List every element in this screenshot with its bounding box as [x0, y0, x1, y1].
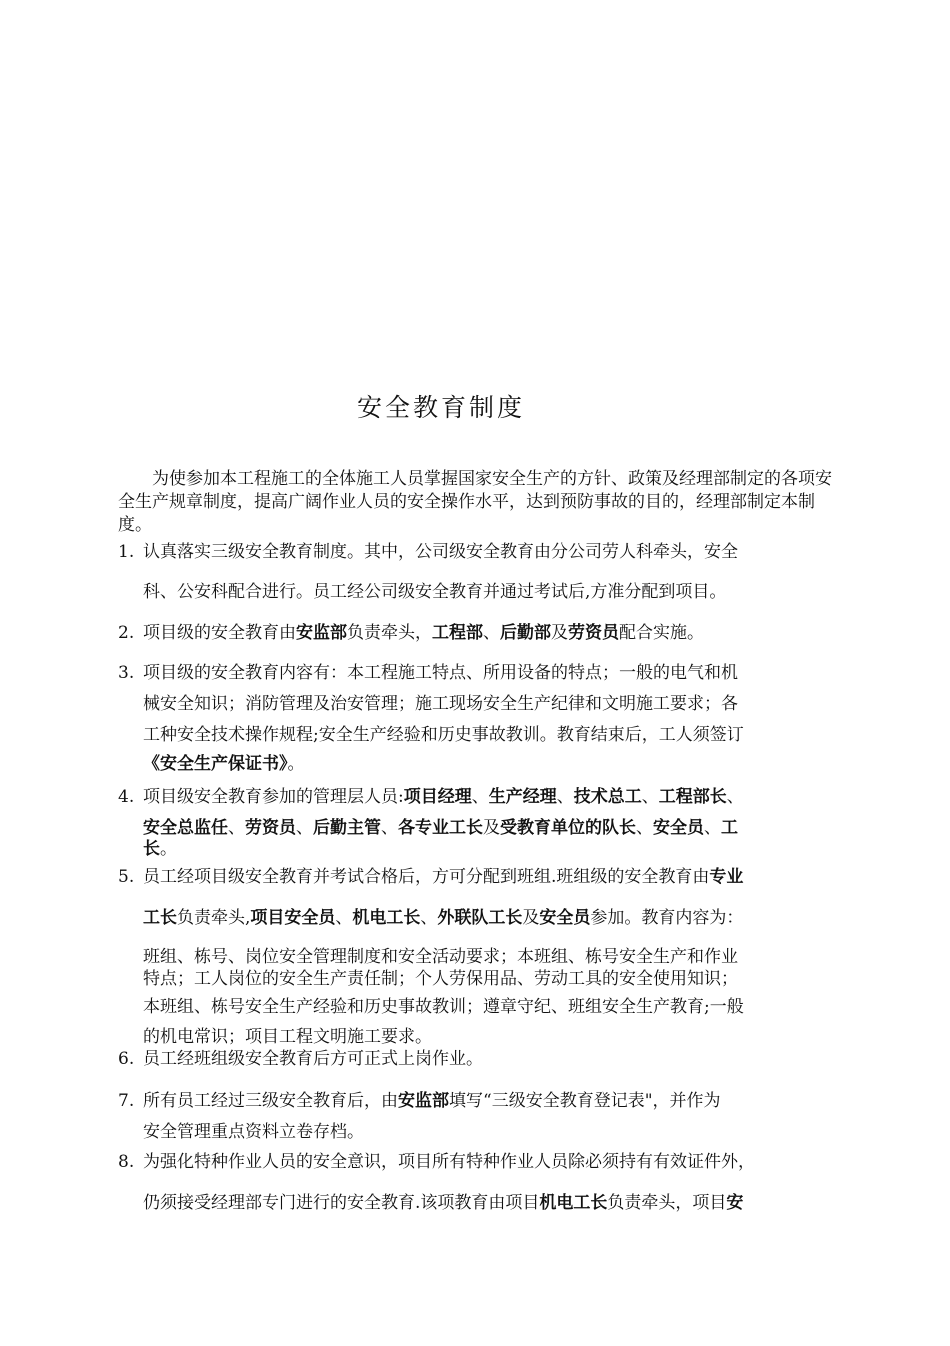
list-item-line: [143, 724, 744, 747]
text-run: 、: [228, 818, 245, 838]
text-run: 、: [636, 818, 653, 838]
bold-text-run: 安监部: [296, 623, 347, 643]
text-run: 、: [704, 818, 721, 838]
list-item-line: [143, 693, 738, 716]
text-run: 参加。教育内容为：: [590, 908, 744, 928]
text-run: 的机电常识；项目工程文明施工要求。: [143, 1027, 432, 1047]
bold-text-run: 安全总监任: [143, 818, 228, 838]
text-run: 、: [335, 908, 353, 928]
bold-text-run: 后勤部: [500, 623, 551, 643]
bold-text-run: 工程部: [432, 623, 483, 643]
text-run: 及: [551, 623, 568, 643]
list-item-number: 1.: [118, 542, 135, 562]
bold-text-run: 后勤主管: [313, 818, 381, 838]
bold-text-run: 受教育单位的队长: [500, 818, 636, 838]
text-run: 。: [160, 839, 177, 859]
bold-text-run: 《安全生产保证书》: [143, 754, 288, 774]
list-item-line: [143, 1090, 721, 1113]
text-run: 、: [641, 787, 659, 807]
bold-text-run: 安监部: [398, 1091, 449, 1111]
bold-text-run: 外联队工长: [437, 908, 523, 928]
bold-text-run: 工: [721, 818, 738, 838]
list-item-number: 6.: [118, 1049, 135, 1069]
text-run: 填写“三级安全教育登记表"，并作为: [449, 1091, 721, 1111]
text-run: 、: [556, 787, 574, 807]
text-run: 本班组、栋号安全生产经验和历史事故教训；遵章守纪、班组安全生产教育;一般: [143, 997, 744, 1017]
list-item-number: 4.: [118, 787, 135, 807]
list-item-line: [143, 1048, 483, 1071]
list-item-line: [143, 1192, 743, 1215]
text-run: 特点；工人岗位的安全生产责任制；个人劳保用品、劳动工具的安全使用知识；: [143, 969, 738, 989]
text-run: 负责牵头,: [177, 908, 251, 928]
list-item-number: 7.: [118, 1091, 135, 1111]
bold-text-run: 项目经理: [403, 787, 472, 807]
list-item-line: [143, 968, 738, 991]
bold-text-run: 劳资员: [568, 623, 619, 643]
text-run: 员工经项目级安全教育并考试合格后，方可分配到班组.班组级的安全教育由: [143, 867, 710, 887]
text-run: 项目级的安全教育由: [143, 623, 296, 643]
list-item-line: [143, 1026, 432, 1049]
bold-text-run: 项目安全员: [250, 908, 336, 928]
list-item-line: [143, 581, 726, 604]
list-item-number: 8.: [118, 1152, 135, 1172]
text-run: 械安全知识；消防管理及治安管理；施工现场安全生产纪律和文明施工要求；各: [143, 694, 738, 714]
text-run: 、: [483, 623, 500, 643]
list-item-line: [143, 996, 744, 1019]
text-run: 负责牵头，: [347, 623, 432, 643]
list-item-line: [143, 838, 177, 861]
text-run: 及: [522, 908, 540, 928]
text-run: 及: [483, 818, 500, 838]
list-item-line: [143, 541, 738, 564]
list-item-line: [143, 946, 738, 969]
list-item-line: [143, 817, 738, 840]
list-item-line: [143, 622, 704, 645]
text-run: 项目级的安全教育内容有：本工程施工特点、所用设备的特点；一般的电气和机: [143, 663, 738, 683]
bold-text-run: 技术总工: [573, 787, 642, 807]
text-run: 认真落实三级安全教育制度。其中，公司级安全教育由分公司劳人科牵头，安全: [143, 542, 738, 562]
document-title: 安全教育制度: [356, 393, 525, 422]
bold-text-run: 安全员: [653, 818, 704, 838]
bold-text-run: 机电工长: [352, 908, 421, 928]
text-run: 、: [420, 908, 438, 928]
bold-text-run: 劳资员: [245, 818, 296, 838]
text-run: 项目级安全教育参加的管理层人员:: [143, 787, 404, 807]
text-run: 。: [287, 754, 305, 774]
text-run: 工种安全技术操作规程;安全生产经验和历史事故教训。教育结束后，工人须签订: [143, 725, 744, 745]
bold-text-run: 长: [143, 839, 160, 859]
text-run: 为强化特种作业人员的安全意识，项目所有特种作业人员除必须持有有效证件外，: [143, 1152, 755, 1172]
intro-paragraph: 为使参加本工程施工的全体施工人员掌握国家安全生产的方针、政策及经理部制定的各项安全生产规章制度，提高广阔作业人员的安全操作水平，达到预防事故的目的，经理部制定本制度。: [118, 469, 832, 535]
text-run: 员工经班组级安全教育后方可正式上岗作业。: [143, 1049, 483, 1069]
bold-text-run: 生产经理: [488, 787, 557, 807]
text-run: 所有员工经过三级安全教育后，由: [143, 1091, 398, 1111]
list-item-line: [143, 866, 743, 889]
list-item-number: 5.: [118, 867, 135, 887]
bold-text-run: 机电工长: [539, 1193, 608, 1213]
text-run: 、: [296, 818, 313, 838]
text-run: 科、公安科配合进行。员工经公司级安全教育并通过考试后,方准分配到项目。: [143, 582, 727, 602]
list-item-line: [143, 786, 744, 809]
text-run: 、: [726, 787, 744, 807]
bold-text-run: 安: [726, 1193, 744, 1213]
text-run: 、: [381, 818, 398, 838]
list-item-line: [143, 1121, 364, 1144]
list-item-line: [143, 753, 305, 776]
list-item-line: [143, 662, 738, 685]
text-run: 仍须接受经理部专门进行的安全教育.该项教育由项目: [143, 1193, 540, 1213]
text-run: 、: [471, 787, 489, 807]
bold-text-run: 各专业工长: [398, 818, 483, 838]
list-item-number: 3.: [118, 663, 135, 683]
list-item-line: [143, 907, 743, 930]
bold-text-run: 安全员: [539, 908, 591, 928]
bold-text-run: 专业: [709, 867, 744, 887]
bold-text-run: 工程部长: [658, 787, 727, 807]
text-run: 安全管理重点资料立卷存档。: [143, 1122, 364, 1142]
list-item-number: 2.: [118, 623, 135, 643]
text-run: 负责牵头，项目: [607, 1193, 727, 1213]
text-run: 班组、栋号、岗位安全管理制度和安全活动要求；本班组、栋号安全生产和作业: [143, 947, 738, 967]
list-item-line: [143, 1151, 755, 1174]
text-run: 配合实施。: [619, 623, 704, 643]
bold-text-run: 工长: [143, 908, 177, 928]
